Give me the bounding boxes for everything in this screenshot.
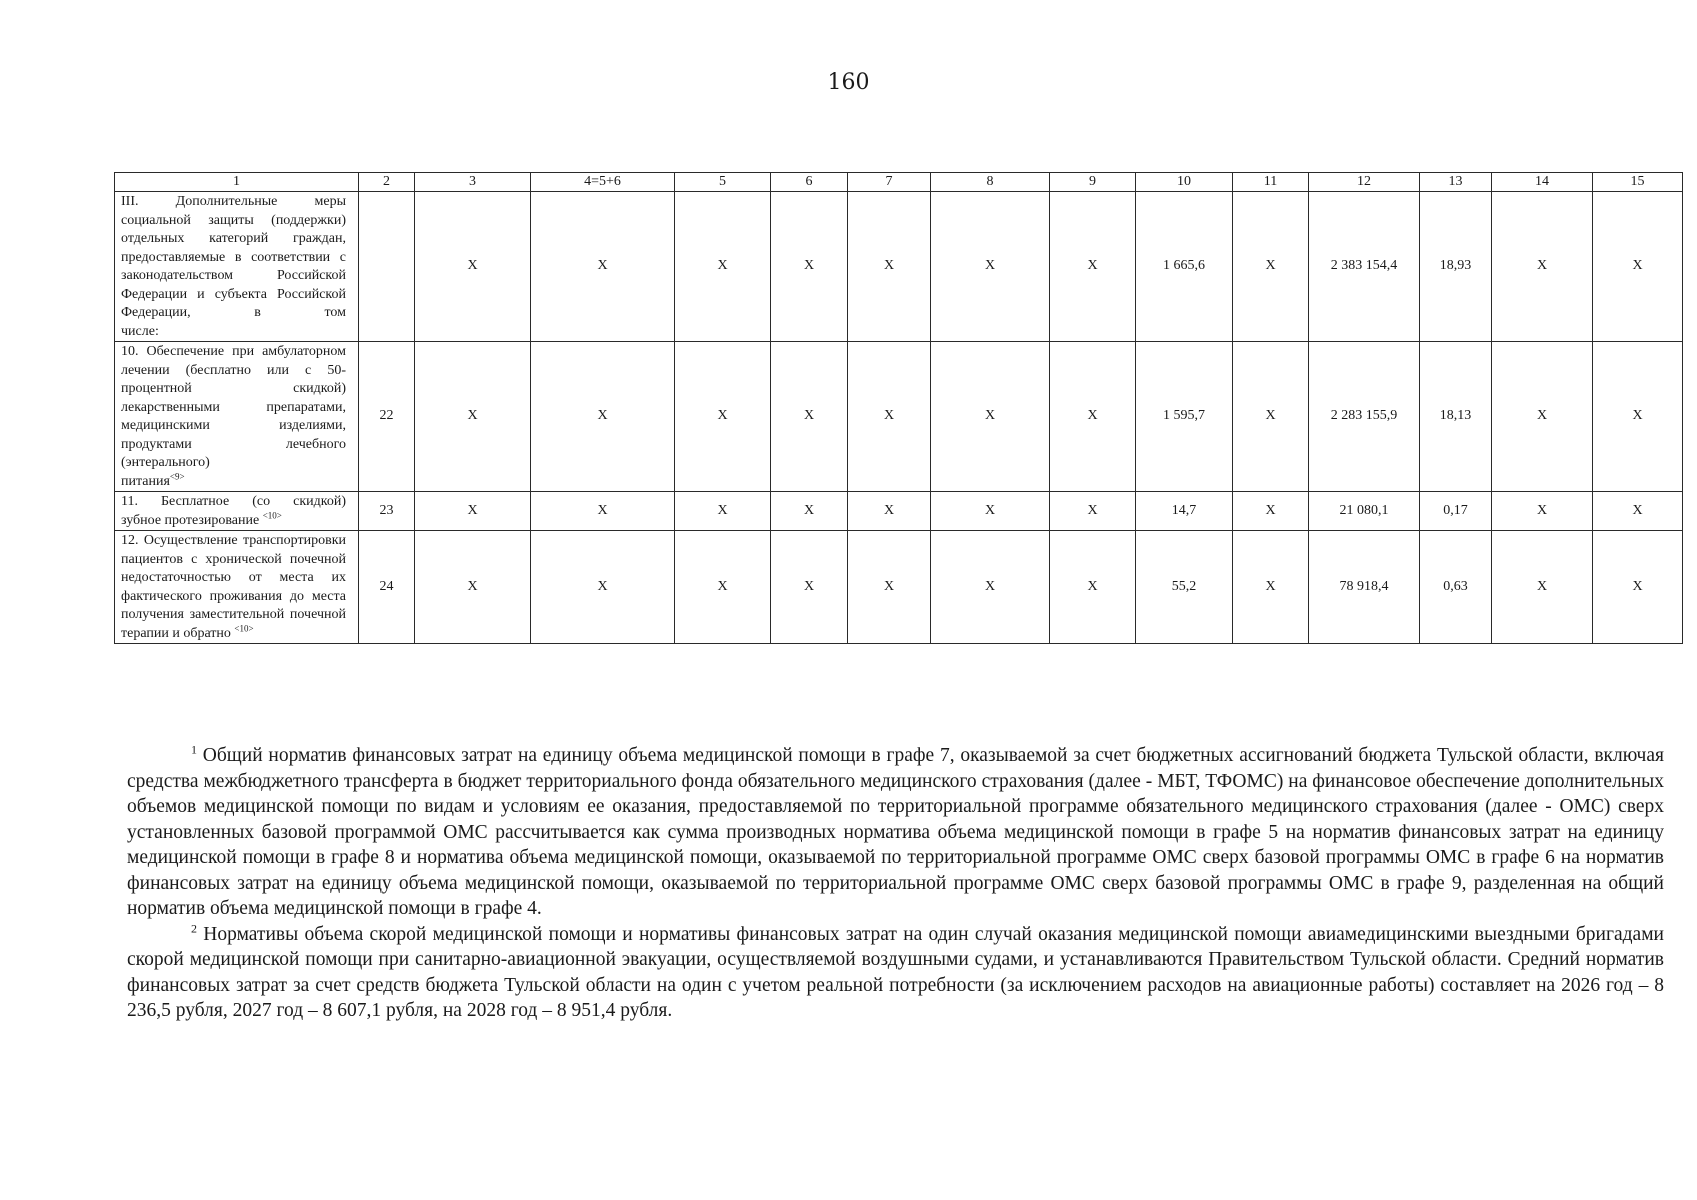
footnote-text: Общий норматив финансовых затрат на единицу объема медицинской помощи в графе 7, оказываемой за счет бюджетных ассигнований бюджета Тульской области, включая средства межбюджетного трансферта в бюджет территориального фонда обязательного медицинского страхования (далее - МБТ, ТФОМС) на финансовое обеспечение дополнительных объемов медицинской помощи по видам и условиям ее оказания, предоставляемой по территориальной программе обязательного медицинского страхования (далее - ОМС) сверх установленных базовой программой ОМС рассчитывается как сумма производных норматива объема медицинской помощи в графе 5 на норматив финансовых затрат на единицу медицинской помощи в графе 8 и норматива объема медицинской помощи, оказываемой по территориальной программе ОМС сверх базовой программы ОМС в графе 6 на норматив финансовых затрат на единицу объема медицинской помощи, оказываемой по территориальной программе ОМС сверх базовой программы ОМС в графе 9, разделенная на общий норматив объема медицинской помощи в графе 4.	[127, 745, 1664, 919]
table-cell: Х	[1593, 492, 1683, 531]
row-description-last-line	[121, 622, 346, 644]
row-description	[115, 531, 359, 644]
footnote-reference: <9>	[169, 470, 185, 481]
table-row	[115, 342, 1683, 492]
row-description-last-text: терапии и обратно	[121, 625, 231, 641]
table-row	[115, 192, 1683, 342]
row-description-text: III. Дополнительные меры социальной защиты (поддержки) отдельных категорий граждан, предоставляемые в соответствии с законодательством Российской Федерации и субъекта Российской Федерации, в том	[121, 194, 346, 320]
table-cell: 2 283 155,9	[1309, 342, 1420, 492]
table-cell: Х	[771, 492, 848, 531]
row-description-text: 11. Бесплатное (со скидкой)	[121, 494, 346, 509]
table-cell: Х	[531, 531, 675, 644]
column-header: 5	[675, 173, 771, 192]
row-description	[115, 192, 359, 342]
table-cell: Х	[848, 192, 931, 342]
table-cell: 23	[359, 492, 415, 531]
column-header: 12	[1309, 173, 1420, 192]
table-cell: Х	[931, 342, 1050, 492]
column-header: 2	[359, 173, 415, 192]
column-header: 7	[848, 173, 931, 192]
table-cell: Х	[415, 192, 531, 342]
column-header: 15	[1593, 173, 1683, 192]
column-header: 10	[1136, 173, 1233, 192]
table-cell: Х	[848, 342, 931, 492]
table-cell: Х	[1492, 531, 1593, 644]
column-header: 14	[1492, 173, 1593, 192]
table-cell: 18,93	[1420, 192, 1492, 342]
column-header: 1	[115, 173, 359, 192]
table-cell: Х	[771, 531, 848, 644]
column-header: 6	[771, 173, 848, 192]
table-cell: Х	[675, 531, 771, 644]
table-cell: Х	[675, 492, 771, 531]
table-cell: Х	[531, 192, 675, 342]
table-cell: Х	[1492, 492, 1593, 531]
footnote-reference: <10>	[262, 509, 282, 520]
table-cell: 18,13	[1420, 342, 1492, 492]
column-header: 11	[1233, 173, 1309, 192]
table-cell: Х	[415, 342, 531, 492]
table-cell: Х	[1593, 531, 1683, 644]
table-cell: Х	[1233, 192, 1309, 342]
footnote-reference: <10>	[234, 622, 254, 633]
table-cell: Х	[931, 531, 1050, 644]
row-description-text: 12. Осуществление транспортировки пациентов с хронической почечной недостаточностью от места их фактического проживания до места получения заместительной почечной	[121, 533, 346, 622]
row-description-last-line: числе:	[121, 323, 159, 339]
table-cell: Х	[415, 531, 531, 644]
table-cell: Х	[531, 492, 675, 531]
table-cell: Х	[1233, 531, 1309, 644]
table-cell: 21 080,1	[1309, 492, 1420, 531]
table-cell: Х	[1233, 342, 1309, 492]
table-cell	[359, 192, 415, 342]
table-cell: Х	[931, 192, 1050, 342]
row-description-last-text: питания	[121, 473, 170, 489]
table-row	[115, 492, 1683, 531]
column-header: 13	[1420, 173, 1492, 192]
footnotes	[127, 743, 1664, 1024]
row-description-last-line	[121, 470, 346, 492]
table-cell: 14,7	[1136, 492, 1233, 531]
table-cell: Х	[848, 492, 931, 531]
row-description	[115, 492, 359, 531]
header-row	[115, 173, 1683, 192]
table-cell: Х	[931, 492, 1050, 531]
table-cell: 1 665,6	[1136, 192, 1233, 342]
table-cell: Х	[1050, 492, 1136, 531]
column-header: 9	[1050, 173, 1136, 192]
row-description-text: 10. Обеспечение при амбулаторном лечении (бесплатно или с 50-процентной скидкой) лекарственными препаратами, медицинскими изделиями, продуктами лечебного (энтерального)	[121, 344, 346, 470]
table-cell: Х	[848, 531, 931, 644]
footnote-text: Нормативы объема скорой медицинской помощи и нормативы финансовых затрат на один случай оказания медицинской помощи авиамедицинскими выездными бригадами скорой медицинской помощи при санитарно-авиационной эвакуации, осуществляемой воздушными судами, и устанавливаются Правительством Тульской области. Средний норматив финансовых затрат за счет средств бюджета Тульской области на один с учетом реальной потребности (за исключением расходов на авиационные работы) составляет на 2026 год – 8 236,5 рубля, 2027 год – 8 607,1 рубля, на 2028 год – 8 951,4 рубля.	[127, 923, 1664, 1021]
table-cell: Х	[771, 192, 848, 342]
footnote-2	[127, 922, 1664, 1024]
table-cell: Х	[1233, 492, 1309, 531]
table-cell: Х	[1050, 192, 1136, 342]
footnote-mark: 1	[191, 742, 197, 757]
table-row	[115, 531, 1683, 644]
footnote-mark: 2	[191, 921, 197, 935]
page-number: 160	[827, 70, 870, 95]
row-description	[115, 342, 359, 492]
column-header: 3	[415, 173, 531, 192]
column-header: 8	[931, 173, 1050, 192]
column-header: 4=5+6	[531, 173, 675, 192]
table-cell: Х	[771, 342, 848, 492]
table-cell: Х	[675, 342, 771, 492]
table-cell: 2 383 154,4	[1309, 192, 1420, 342]
table-cell: Х	[415, 492, 531, 531]
table-cell: 0,17	[1420, 492, 1492, 531]
data-table	[114, 172, 1683, 644]
table-cell: 0,63	[1420, 531, 1492, 644]
table-cell: Х	[1593, 192, 1683, 342]
table-cell: Х	[1050, 342, 1136, 492]
table-cell: 22	[359, 342, 415, 492]
table-cell: 55,2	[1136, 531, 1233, 644]
table-cell: Х	[1593, 342, 1683, 492]
table-cell: 1 595,7	[1136, 342, 1233, 492]
row-description-last-line	[121, 509, 346, 531]
table-cell: Х	[1050, 531, 1136, 644]
table-cell: Х	[531, 342, 675, 492]
table-cell: 78 918,4	[1309, 531, 1420, 644]
table-cell: Х	[675, 192, 771, 342]
row-description-last-text: зубное протезирование	[121, 512, 260, 528]
table-cell: Х	[1492, 192, 1593, 342]
footnote-1	[127, 743, 1664, 922]
table-cell: Х	[1492, 342, 1593, 492]
table-cell: 24	[359, 531, 415, 644]
